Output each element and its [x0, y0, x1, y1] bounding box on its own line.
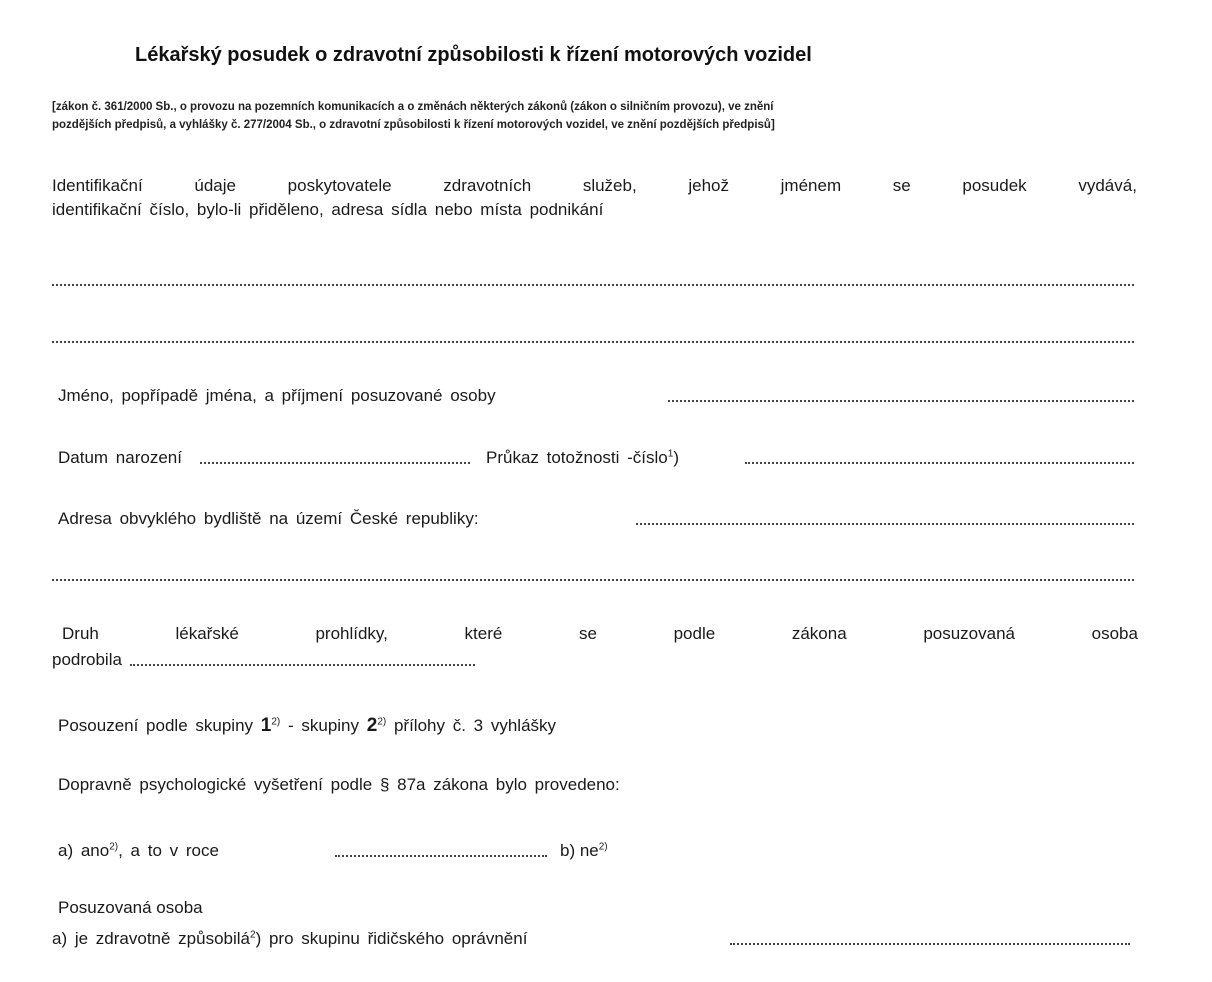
name-field[interactable] [668, 400, 1134, 402]
exam-label-line-1 [62, 624, 1138, 644]
psych-option-no[interactable] [560, 841, 608, 861]
psych-option-yes[interactable] [58, 841, 219, 861]
text: a) ano [58, 841, 110, 860]
year-field[interactable] [335, 855, 547, 857]
footnote: 2 [250, 929, 256, 941]
license-group-field[interactable] [730, 943, 1130, 945]
word: lékařské [175, 624, 239, 643]
footnote: 2) [377, 716, 387, 728]
name-label: Jméno, popřípadě jména, a příjmení posuzované osoby [58, 386, 496, 405]
footnote: 2) [109, 841, 119, 853]
provider-label-line-1 [52, 176, 1137, 196]
address-field-2[interactable] [52, 579, 1134, 581]
text: přílohy č. 3 vyhlášky [393, 716, 557, 735]
footnote: 2) [598, 841, 608, 853]
word: se [578, 624, 597, 643]
address-field-1[interactable] [636, 523, 1134, 525]
group-assessment [58, 715, 556, 737]
word: Druh [62, 624, 99, 643]
word: osoba [1091, 624, 1138, 643]
text: ) pro skupinu řidičského oprávnění [255, 929, 528, 948]
word: se [892, 176, 911, 195]
provider-field-1[interactable] [52, 284, 1134, 286]
word: poskytovatele [287, 176, 392, 195]
word: posuzovaná [923, 624, 1015, 643]
group-1: 1 [260, 715, 272, 736]
dob-field[interactable] [200, 462, 470, 464]
word: prohlídky, [315, 624, 388, 643]
word: zákona [791, 624, 847, 643]
text: Posouzení podle skupiny [58, 716, 254, 735]
group-2: 2 [366, 715, 378, 736]
word: služeb, [582, 176, 637, 195]
word: posudek [962, 176, 1027, 195]
exam-label-line-2: podrobila [52, 650, 122, 669]
word: podle [673, 624, 716, 643]
word: jehož [688, 176, 729, 195]
legal-reference-line-2: pozdějších předpisů, a vyhlášky č. 277/2004 Sb., o zdravotní způsobilosti k řízení motorových vozidel, ve znění pozdějších předpisů] [52, 119, 775, 131]
word: údaje [194, 176, 236, 195]
text: b) ne [560, 841, 599, 860]
provider-field-2[interactable] [52, 341, 1134, 343]
person-label: Posuzovaná osoba [58, 898, 203, 917]
psych-exam-label: Dopravně psychologické vyšetření podle § 87a zákona bylo provedeno: [58, 775, 620, 794]
legal-reference-line-1: [zákon č. 361/2000 Sb., o provozu na pozemních komunikacích a o změnách některých zákonů (zákon o silničním provozu), ve znění [52, 101, 774, 113]
document-title: Lékařský posudek o zdravotní způsobilosti k řízení motorových vozidel [135, 44, 812, 66]
id-label [486, 448, 679, 468]
dob-label: Datum narození [58, 448, 182, 467]
footnote: 2) [271, 716, 281, 728]
fitness-option-a [52, 929, 527, 949]
id-close: ) [673, 448, 679, 467]
word: Identifikační [52, 176, 143, 195]
text: a) je zdravotně způsobilá [52, 929, 251, 948]
text: - skupiny [287, 716, 360, 735]
text: , a to v roce [118, 841, 219, 860]
id-field[interactable] [745, 462, 1134, 464]
exam-field[interactable] [130, 664, 475, 666]
address-label: Adresa obvyklého bydliště na území České republiky: [58, 509, 479, 528]
id-label-text: Průkaz totožnosti -číslo [486, 448, 668, 467]
word: jménem [780, 176, 842, 195]
footnote: 1 [667, 448, 674, 460]
provider-label-line-2: identifikační číslo, bylo-li přiděleno, adresa sídla nebo místa podnikání [52, 200, 604, 219]
word: které [464, 624, 503, 643]
word: vydává, [1078, 176, 1137, 195]
word: zdravotních [443, 176, 532, 195]
